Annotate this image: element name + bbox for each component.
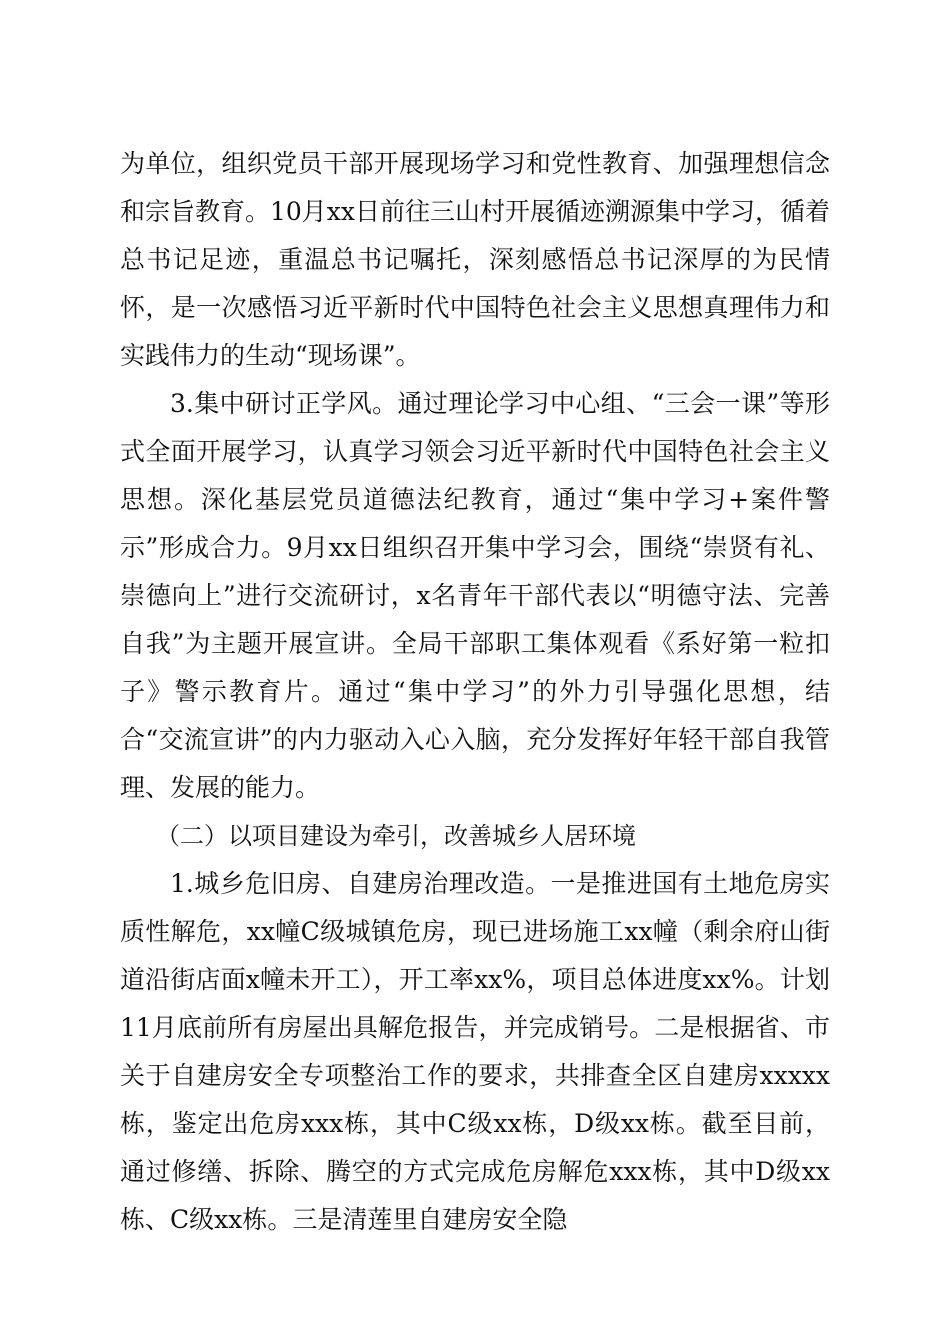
paragraph-1: 为单位，组织党员干部开展现场学习和党性教育、加强理想信念和宗旨教育。10月xx日前往三山村开展循迹溯源集中学习，循着总书记足迹，重温总书记嘱托，深刻感悟总书记深厚的为民情怀，是一次感悟习近平新时代中国特色社会主义思想真理伟力和实践伟力的生动“现场课”。 <box>120 149 831 370</box>
paragraph-2: 3.集中研讨正学风。通过理论学习中心组、“三会一课”等形式全面开展学习，认真学习领会习近平新时代中国特色社会主义思想。深化基层党员道德法纪教育，通过“集中学习+案件警示”形成合力。9月xx日组织召开集中学习会，围绕“崇贤有礼、崇德向上”进行交流研讨，x名青年干部代表以“明德守法、完善自我”为主题开展宣讲。全局干部职工集体观看《系好第一粒扣子》警示教育片。通过“集中学习”的外力引导强化思想，结合“交流宣讲”的内力驱动入心入脑，充分发挥好年轻干部自我管理、发展的能力。 <box>120 389 830 802</box>
document-body <box>120 140 830 1244</box>
section-heading: （二）以项目建设为牵引，改善城乡人居环境 <box>156 822 636 850</box>
paragraph-3: 1.城乡危旧房、自建房治理改造。一是推进国有土地危房实质性解危，xx幢C级城镇危房，现已进场施工xx幢（剩余府山街道沿街店面x幢未开工），开工率xx%，项目总体进度xx%。计划11月底前所有房屋出具解危报告，并完成销号。二是根据省、市关于自建房安全专项整治工作的要求，共排查全区自建房xxxxx栋，鉴定出危房xxx栋，其中C级xx栋，D级xx栋。截至目前，通过修缮、拆除、腾空的方式完成危房解危xxx栋，其中D级xx栋、C级xx栋。三是清莲里自建房安全隐 <box>120 869 830 1234</box>
